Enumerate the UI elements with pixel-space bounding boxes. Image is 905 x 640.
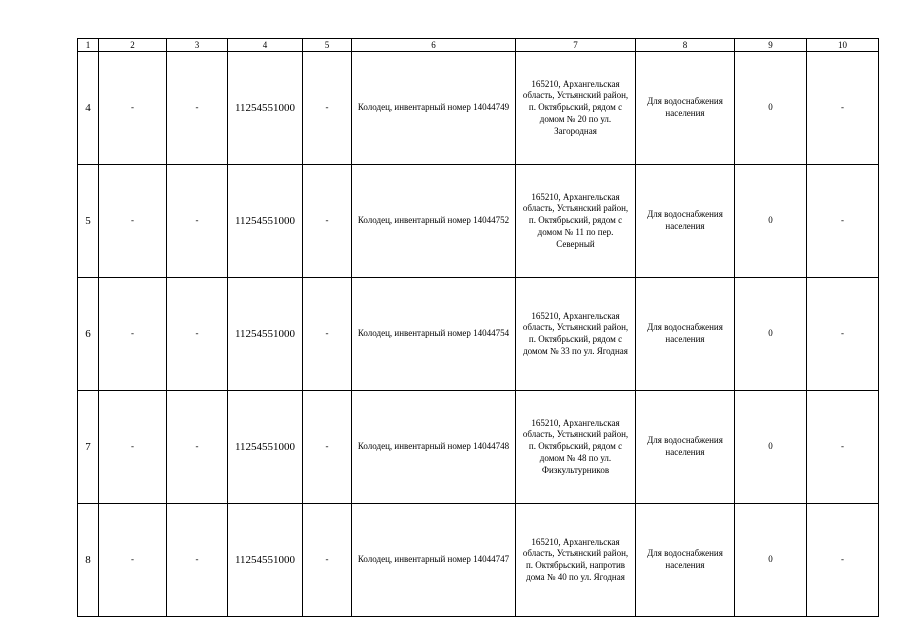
table-cell: - [303, 52, 352, 165]
purpose-cell: Для водоснабжения населения [636, 504, 735, 617]
oktmo-code-cell: 11254551000 [228, 52, 303, 165]
table-cell: - [303, 504, 352, 617]
object-name-cell: Колодец, инвентарный номер 14044752 [352, 165, 516, 278]
table-cell: - [303, 165, 352, 278]
table-cell: - [99, 391, 167, 504]
column-header: 7 [516, 39, 636, 52]
column-header: 8 [636, 39, 735, 52]
oktmo-code-cell: 11254551000 [228, 278, 303, 391]
address-cell: 165210, Архангельская область, Устьянский район, п. Октябрьский, рядом с домом № 33 по ул. Ягодная [516, 278, 636, 391]
column-number-header-row [78, 39, 879, 52]
address-cell: 165210, Архангельская область, Устьянский район, п. Октябрьский, напротив дома № 40 по ул. Ягодная [516, 504, 636, 617]
table-cell: 0 [735, 391, 807, 504]
table-cell: - [167, 278, 228, 391]
table-cell: - [99, 504, 167, 617]
table-cell: - [99, 278, 167, 391]
table-cell: - [807, 391, 879, 504]
address-cell: 165210, Архангельская область, Устьянский район, п. Октябрьский, рядом с домом № 48 по ул. Физкультурников [516, 391, 636, 504]
row-number-cell: 7 [78, 391, 99, 504]
column-header: 4 [228, 39, 303, 52]
table-cell: - [807, 278, 879, 391]
purpose-cell: Для водоснабжения населения [636, 391, 735, 504]
column-header: 5 [303, 39, 352, 52]
table-cell: - [303, 391, 352, 504]
table-cell: 0 [735, 504, 807, 617]
oktmo-code-cell: 11254551000 [228, 391, 303, 504]
table-cell: 0 [735, 52, 807, 165]
oktmo-code-cell: 11254551000 [228, 504, 303, 617]
purpose-cell: Для водоснабжения населения [636, 278, 735, 391]
purpose-cell: Для водоснабжения населения [636, 52, 735, 165]
table-cell: - [807, 165, 879, 278]
purpose-cell: Для водоснабжения населения [636, 165, 735, 278]
table-cell: - [167, 165, 228, 278]
address-cell: 165210, Архангельская область, Устьянский район, п. Октябрьский, рядом с домом № 20 по ул. Загородная [516, 52, 636, 165]
table-row [78, 52, 879, 165]
table-cell: - [807, 504, 879, 617]
table-cell: 0 [735, 165, 807, 278]
registry-table [77, 38, 879, 617]
row-number-cell: 4 [78, 52, 99, 165]
row-number-cell: 6 [78, 278, 99, 391]
table-row [78, 504, 879, 617]
table-row [78, 165, 879, 278]
row-number-cell: 5 [78, 165, 99, 278]
table-row [78, 391, 879, 504]
row-number-cell: 8 [78, 504, 99, 617]
column-header: 3 [167, 39, 228, 52]
object-name-cell: Колодец, инвентарный номер 14044749 [352, 52, 516, 165]
table-cell: - [99, 52, 167, 165]
column-header: 9 [735, 39, 807, 52]
column-header: 6 [352, 39, 516, 52]
column-header: 10 [807, 39, 879, 52]
table-row [78, 278, 879, 391]
table-cell: - [167, 52, 228, 165]
table-cell: - [807, 52, 879, 165]
table-cell: - [167, 504, 228, 617]
table-cell: - [167, 391, 228, 504]
column-header: 2 [99, 39, 167, 52]
object-name-cell: Колодец, инвентарный номер 14044748 [352, 391, 516, 504]
table-cell: 0 [735, 278, 807, 391]
object-name-cell: Колодец, инвентарный номер 14044754 [352, 278, 516, 391]
column-header: 1 [78, 39, 99, 52]
oktmo-code-cell: 11254551000 [228, 165, 303, 278]
table-cell: - [303, 278, 352, 391]
object-name-cell: Колодец, инвентарный номер 14044747 [352, 504, 516, 617]
table-cell: - [99, 165, 167, 278]
address-cell: 165210, Архангельская область, Устьянский район, п. Октябрьский, рядом с домом № 11 по пер. Северный [516, 165, 636, 278]
